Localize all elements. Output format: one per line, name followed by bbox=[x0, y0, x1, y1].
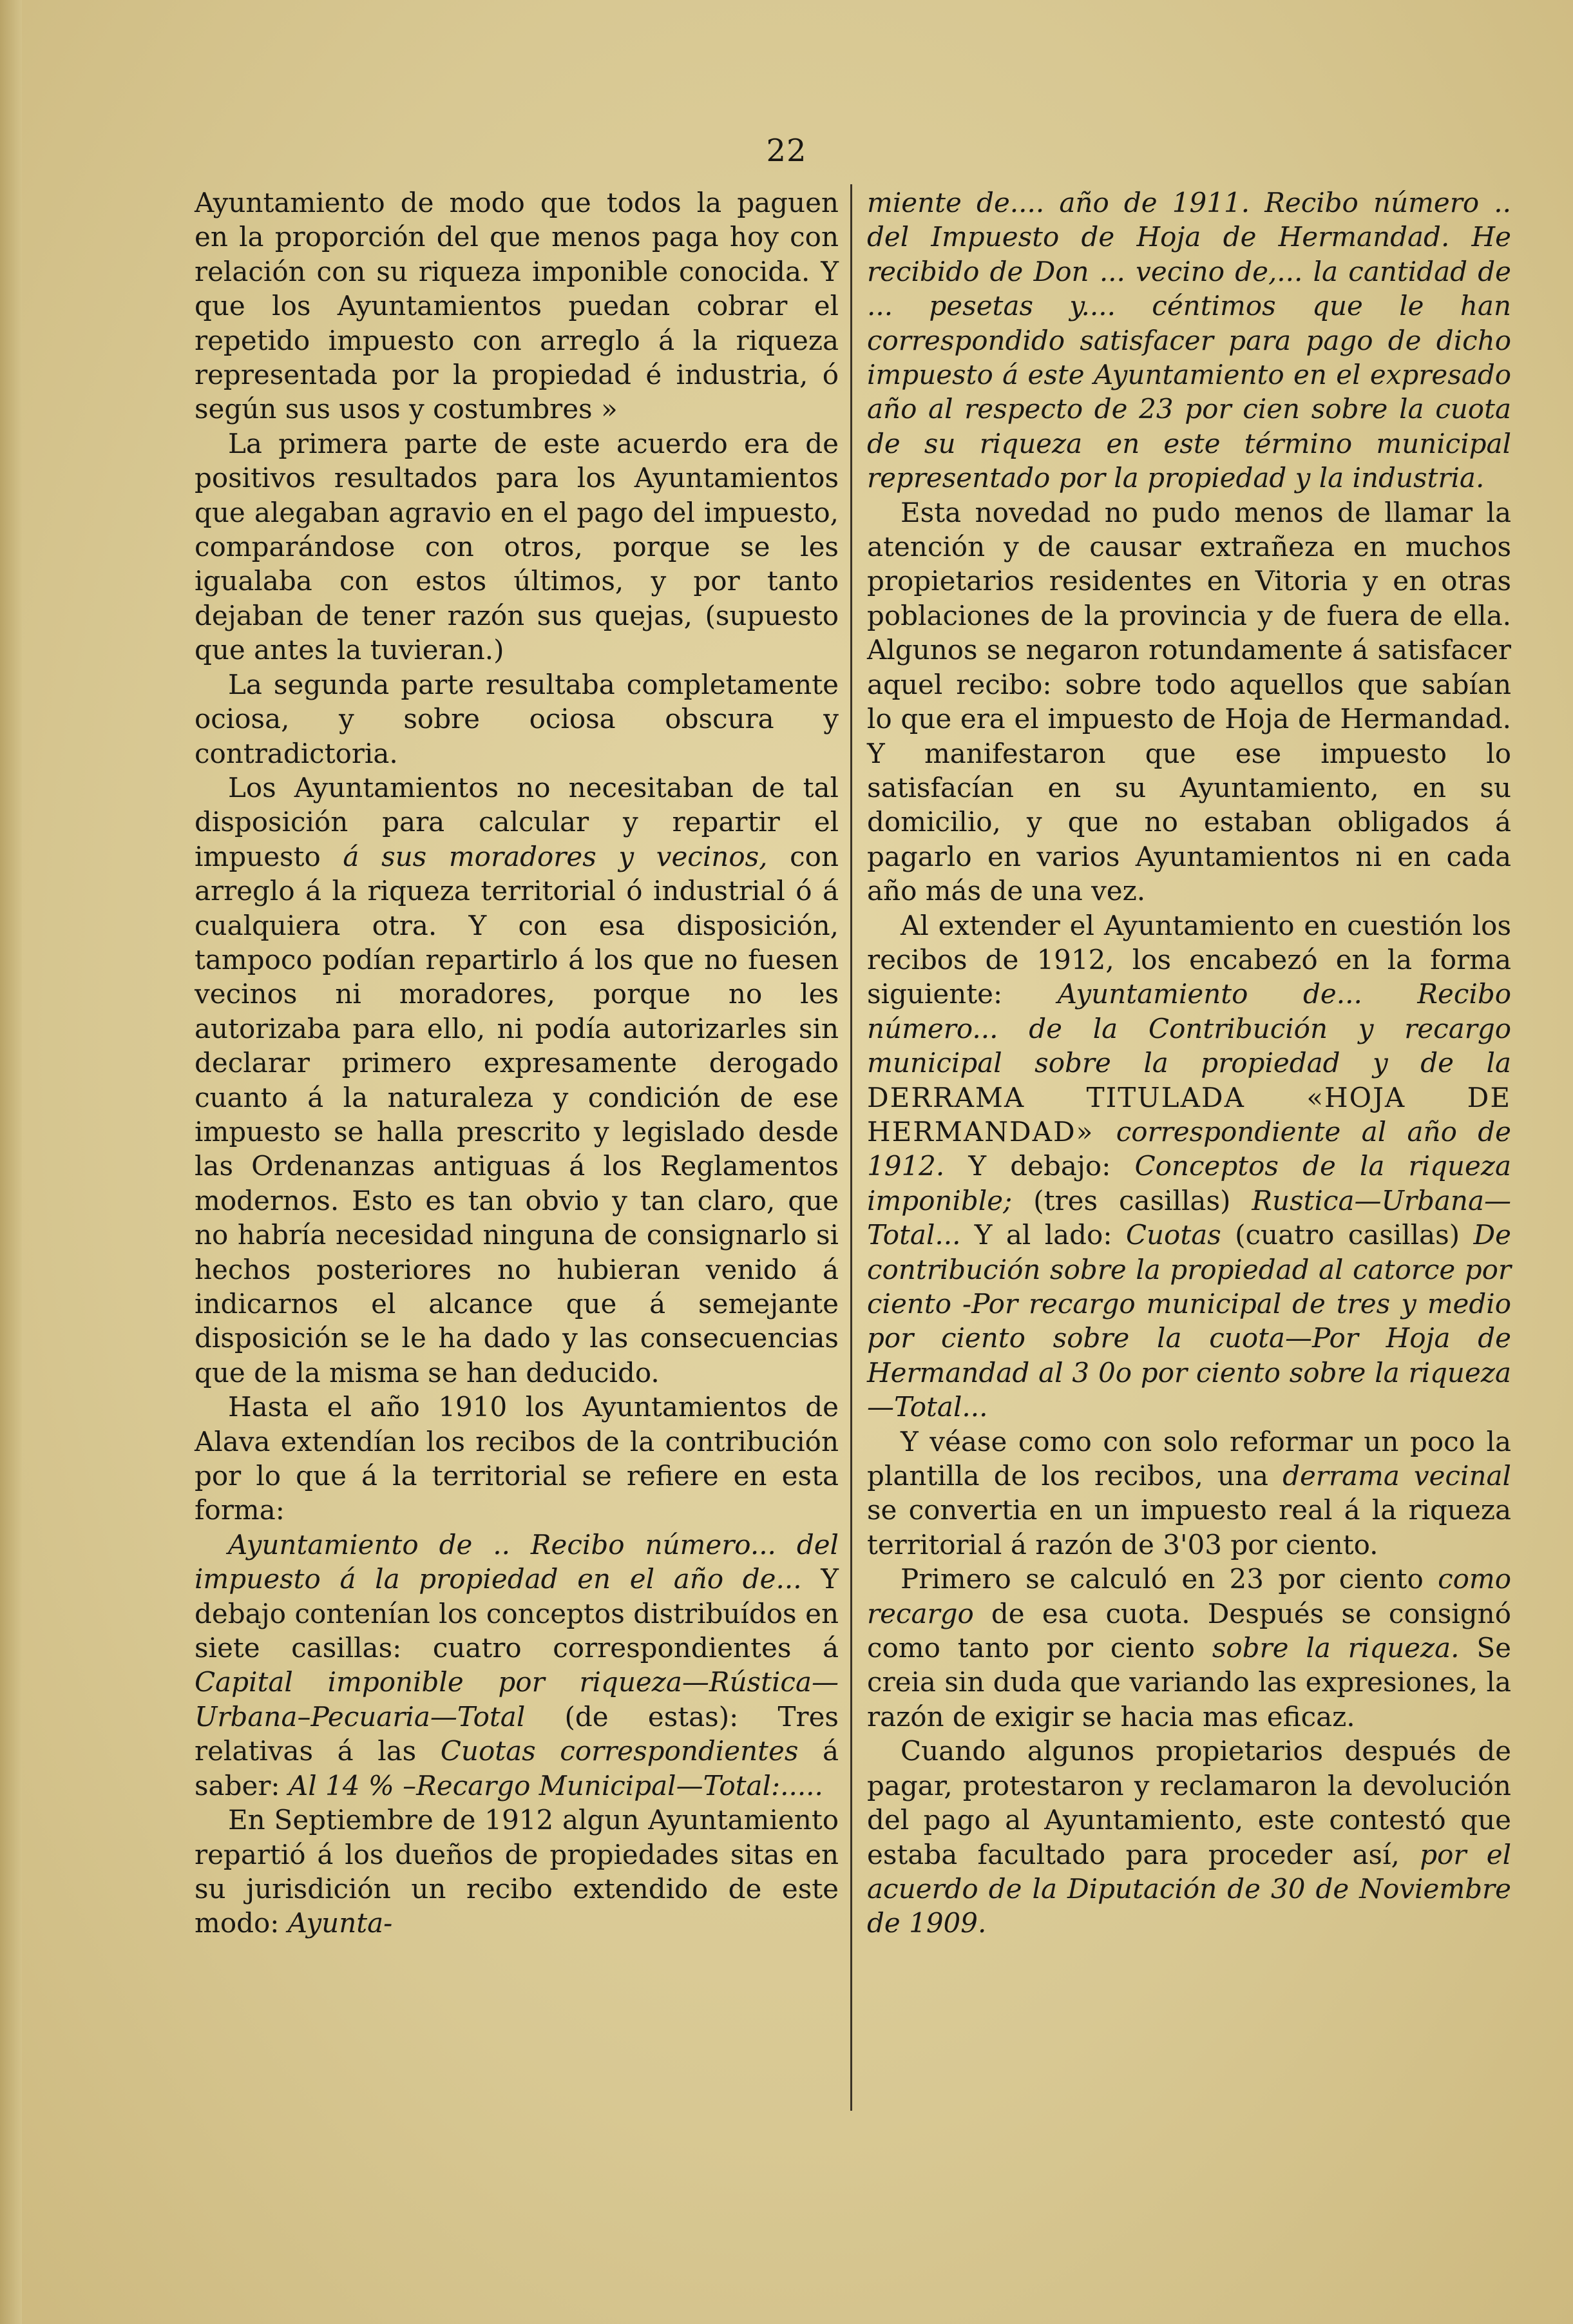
paragraph: Esta novedad no pudo menos de llamar la atención y de causar extrañeza en muchos propietarios residentes en Vitoria y en otras poblaciones de la provincia y de fuera de ella. Algunos se negaron rotundamente á satisfacer aquel recibo: sobre todo aquellos que sabían lo que era el impuesto de Hoja de Hermandad. Y manifestaron que ese impuesto lo satisfacían en su Ayuntamiento, en su domicilio, y que no estaban obligados á pagarlo en varios Ayuntamientos ni en cada año más de una vez. bbox=[867, 496, 1511, 907]
italic-run: Ayuntamiento de... Recibo número... de la Contribución y recargo municipal sobre la propiedad y de la bbox=[867, 978, 1511, 1079]
italic-run: derrama vecinal bbox=[1282, 1460, 1511, 1492]
text-run: (de estas): Tres relativas á las bbox=[195, 1700, 839, 1767]
paragraph: Hasta el año 1910 los Ayuntamientos de Alava extendían los recibos de la contribución por lo que á la territorial se refiere en esta forma: bbox=[195, 1391, 839, 1526]
paragraph bbox=[867, 1562, 1511, 1734]
binding-edge bbox=[0, 0, 22, 2324]
italic-run: á sus moradores y vecinos, bbox=[343, 840, 768, 872]
text-run: se convertia en un impuesto real á la riqueza territorial á razón de 3'03 por ciento. bbox=[867, 1494, 1511, 1561]
page-number: 22 bbox=[766, 133, 807, 169]
italic-run: Conceptos de la riqueza imponible; bbox=[867, 1150, 1511, 1216]
text-run: con arreglo á la riqueza territorial ó industrial ó á cualquiera otra. Y con esa disposición, tampoco podían repartirlo á los que no fuesen vecinos ni moradores, porque no les autorizaba para ello, ni podía autorizarles sin declarar primero expresamente derogado cuanto á la naturaleza y condición de ese impuesto se halla prescrito y legislado desde las Ordenanzas antiguas á los Reglamentos modernos. Esto es tan obvio y tan claro, que no habría necesidad ninguna de consignarlo si hechos posteriores no hubieran venido á indicarnos el alcance que á semejante disposición se le ha dado y las consecuencias que de la misma se han deducido. bbox=[195, 840, 839, 1388]
italic-run: Al 14 % –Recargo Municipal—Total:..... bbox=[288, 1769, 823, 1801]
text-run: Primero se calculó en 23 por ciento bbox=[901, 1563, 1438, 1595]
paragraph bbox=[195, 1528, 839, 1803]
right-column bbox=[867, 186, 1511, 1941]
italic-run: Capital imponible por riqueza—Rústica—Urbana–Pecuaria—Total bbox=[195, 1666, 839, 1733]
text-run: (cuatro casillas) bbox=[1221, 1219, 1474, 1251]
paragraph bbox=[867, 1425, 1511, 1562]
text-run: (tres casillas) bbox=[1012, 1184, 1252, 1216]
left-column bbox=[195, 186, 839, 1941]
text-run: de esa cuota. Después se consignó como tanto por ciento bbox=[867, 1597, 1511, 1664]
italic-run: sobre la riqueza. bbox=[1212, 1632, 1460, 1664]
text-run: Los Ayuntamientos no necesitaban de tal disposición para calcular y repartir el impuesto bbox=[195, 771, 839, 872]
italic-run: por el acuerdo de la Diputación de 30 de Noviembre de 1909. bbox=[867, 1838, 1511, 1939]
text-run: Y véase como con solo reformar un poco la plantilla de los recibos, una bbox=[867, 1425, 1511, 1492]
text-run: Y al lado: bbox=[960, 1219, 1126, 1251]
paragraph: Ayuntamiento de modo que todos la paguen en la proporción del que menos paga hoy con relación con su riqueza imponible conocida. Y que los Ayuntamientos puedan cobrar el repetido impuesto con arreglo á la riqueza representada por la propiedad é industria, ó según sus usos y costumbres » bbox=[195, 187, 839, 425]
paragraph: La segunda parte resultaba completamente ociosa, y sobre ociosa obscura y contradictoria. bbox=[195, 668, 839, 769]
paragraph: La primera parte de este acuerdo era de positivos resultados para los Ayuntamientos que alegaban agravio en el pago del impuesto, comparándose con otros, porque se les igualaba con estos últimos, y por tanto dejaban de tener razón sus quejas, (supuesto que antes la tuvieran.) bbox=[195, 427, 839, 666]
italic-run: Rustica—Urbana—Total... bbox=[867, 1184, 1511, 1251]
paragraph bbox=[195, 1803, 839, 1941]
paragraph bbox=[867, 1734, 1511, 1940]
italic-run: como recargo bbox=[867, 1563, 1511, 1629]
paragraph bbox=[867, 908, 1511, 1425]
italic-run: correspondiente al año de 1912. bbox=[867, 1115, 1511, 1182]
italic-run: Cuotas bbox=[1125, 1219, 1221, 1251]
text-run: En Septiembre de 1912 algun Ayuntamiento repartió á los dueños de propiedades sitas en su jurisdición un recibo extendido de este modo: bbox=[195, 1804, 839, 1939]
paragraph bbox=[195, 771, 839, 1390]
paragraph: miente de.... año de 1911. Recibo número .. del Impuesto de Hoja de Hermandad. He recibido de Don ... vecino de,... la cantidad de ... pesetas y.... céntimos que le han correspondido satisfacer para pago de dicho impuesto á este Ayuntamiento en el expresado año al respecto de 23 por cien sobre la cuota de su riqueza en este término municipal representado por la propiedad y la industria. bbox=[867, 187, 1511, 494]
text-run: á saber: bbox=[195, 1735, 839, 1801]
text-run: Y debajo: bbox=[944, 1150, 1135, 1182]
italic-run: Cuotas correspondientes bbox=[440, 1735, 799, 1767]
text-run: Cuando algunos propietarios después de pagar, protestaron y reclamaron la devolución del pago al Ayuntamiento, este contestó que estaba facultado para proceder así, bbox=[867, 1735, 1511, 1870]
italic-run: Ayunta- bbox=[287, 1907, 393, 1939]
text-run: Al extender el Ayuntamiento en cuestión los recibos de 1912, los encabezó en la forma siguiente: bbox=[867, 909, 1511, 1010]
italic-run: De contribución sobre la propiedad al catorce por ciento -Por recargo municipal de tres y medio por ciento sobre la cuota—Por Hoja de Hermandad al 3 0o por ciento sobre la riqueza—Total... bbox=[867, 1219, 1511, 1423]
text-run: Se creia sin duda que variando las expresiones, la razón de exigir se hacia mas eficaz. bbox=[867, 1632, 1511, 1733]
column-divider bbox=[850, 184, 852, 2111]
caps-run: DERRAMA TITULADA «HOJA DE HERMANDAD» bbox=[867, 1081, 1511, 1148]
italic-run: Ayuntamiento de .. Recibo número... del impuesto á la propiedad en el año de... bbox=[195, 1528, 839, 1595]
text-run: Y debajo contenían los conceptos distribuídos en siete casillas: cuatro correspondientes á bbox=[195, 1563, 839, 1664]
